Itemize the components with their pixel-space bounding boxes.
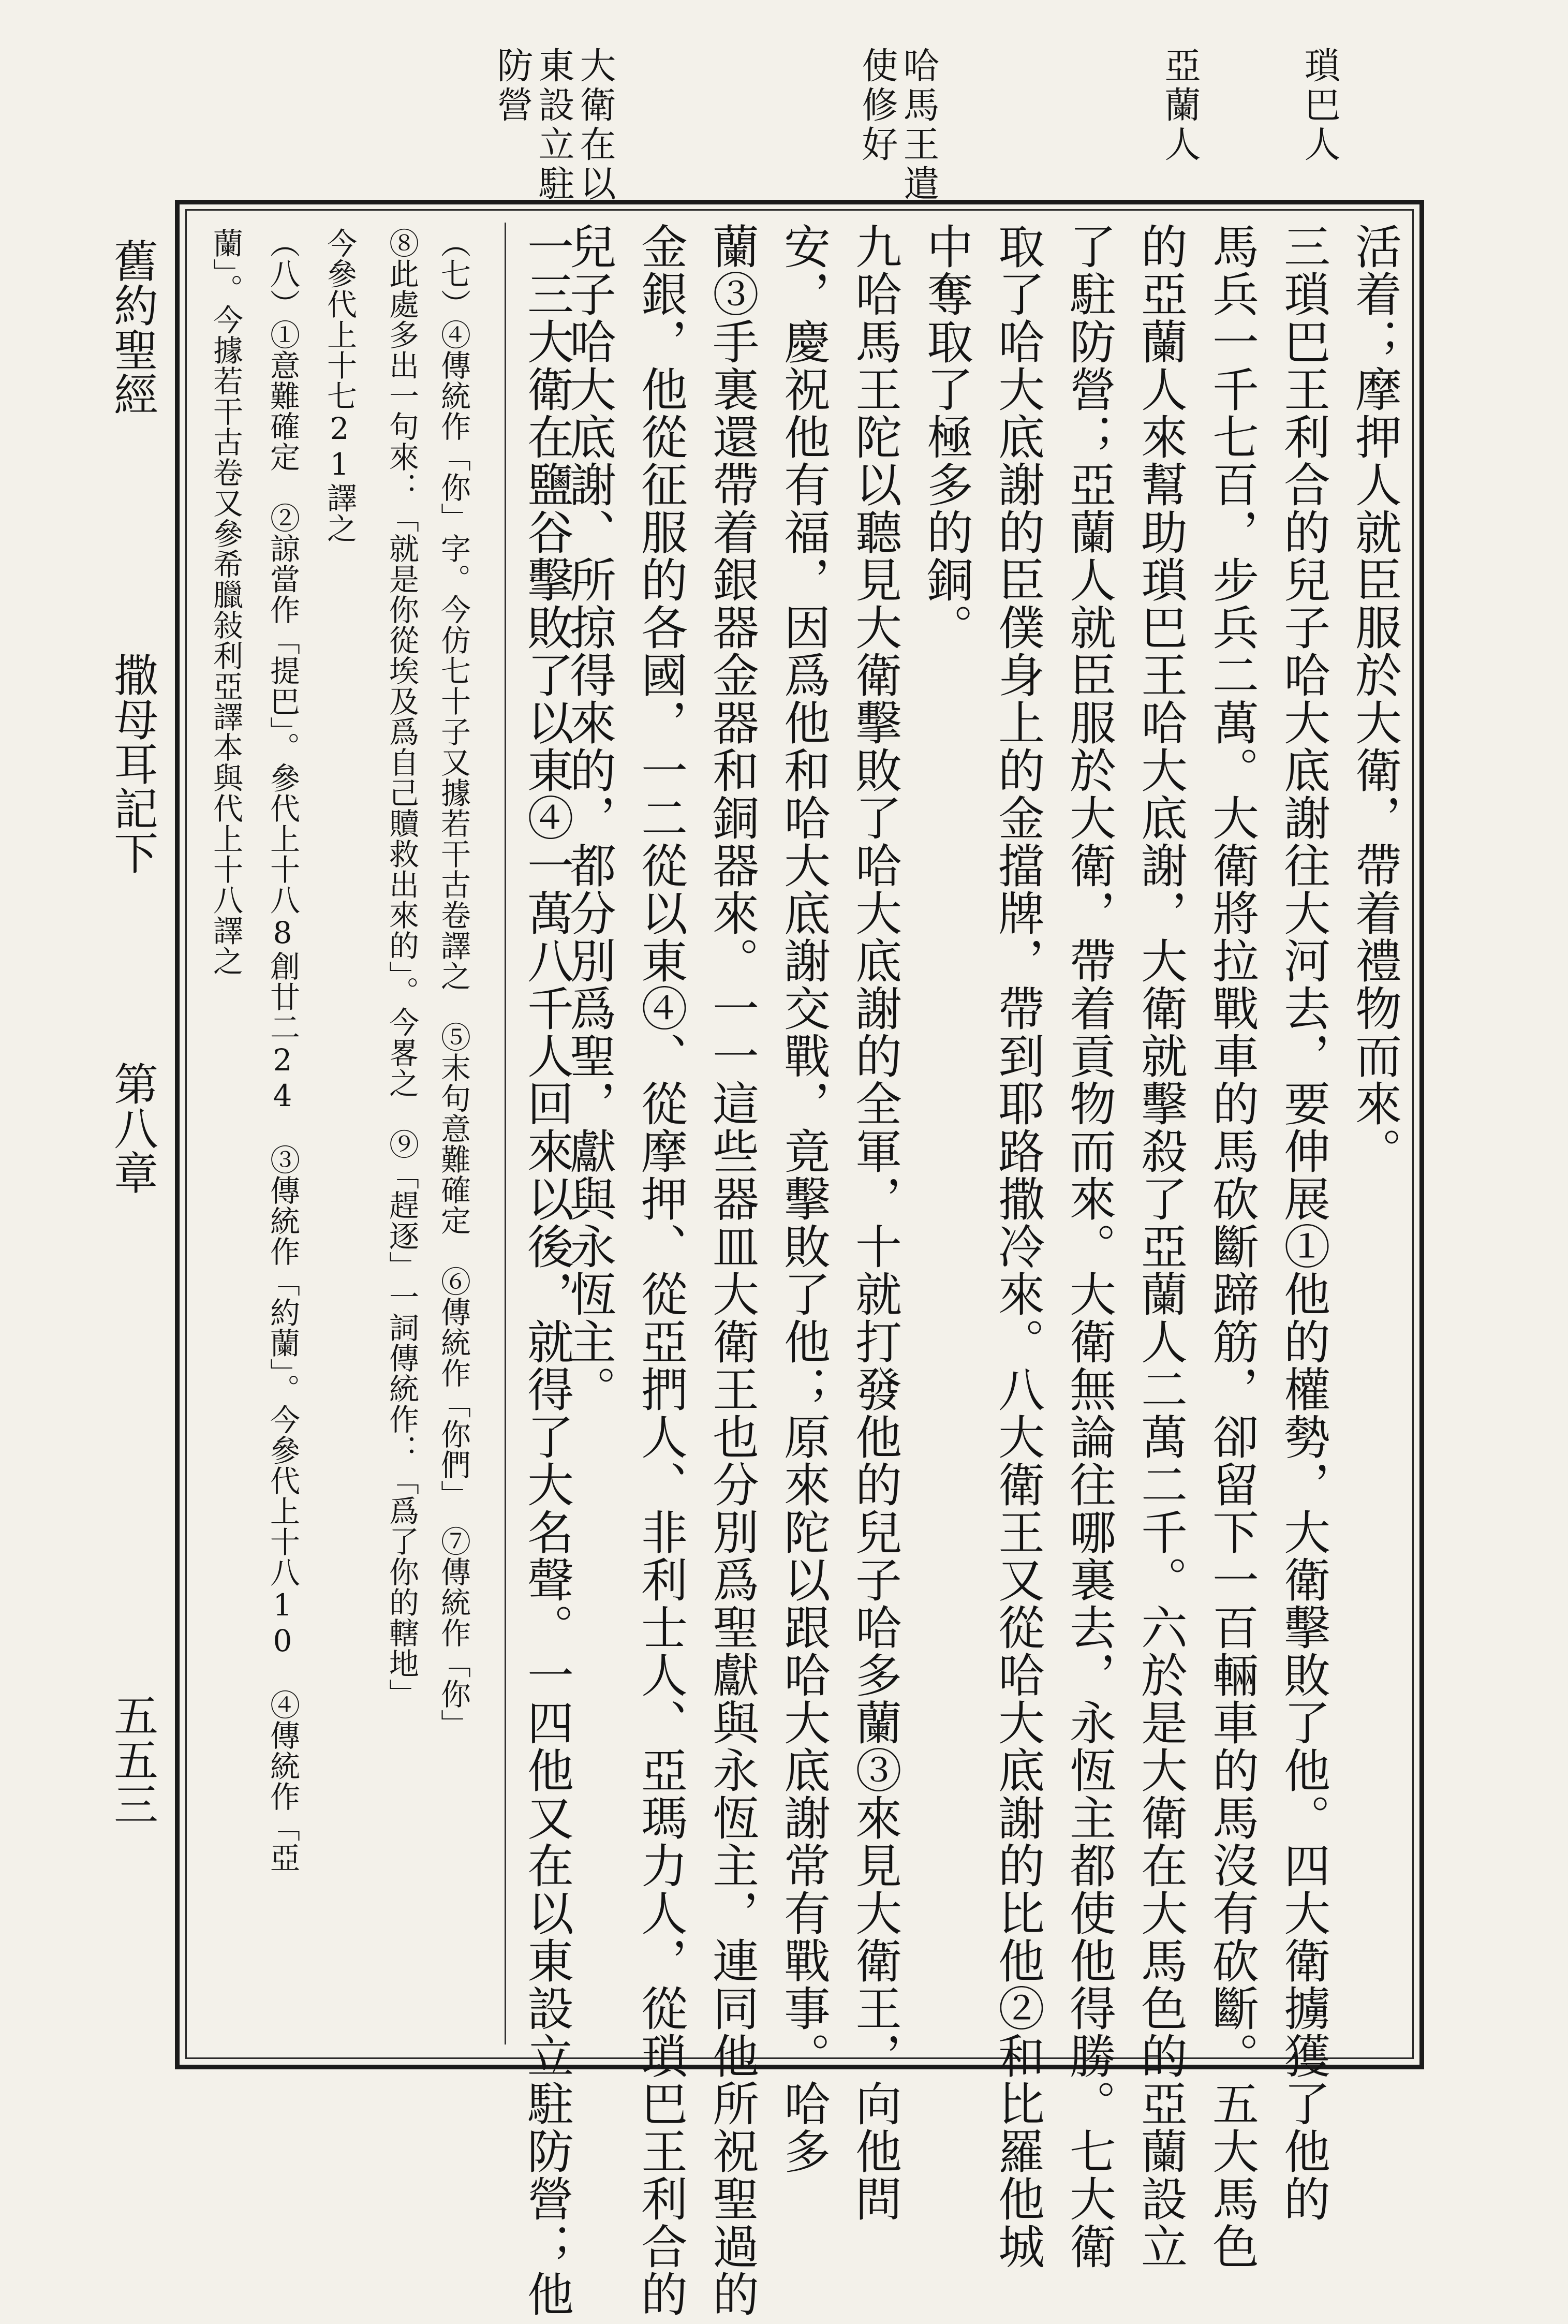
note-column-2: ⑧此處多出一句來：「就是你從埃及爲自己贖救出來的」。今畧之 ⑨「趕逐」一詞傳統作：「爲了你的轄地」 xyxy=(384,228,419,1709)
running-head-chapter: 第八章 xyxy=(106,1061,158,1195)
body-column-9: 安，慶祝他有福，因爲他和哈大底謝交戰，竟擊敗了他；原來陀以跟哈大底謝常有戰事。哈多 xyxy=(776,223,830,2175)
margin-heading-hamath-2: 使修好 xyxy=(856,47,898,165)
margin-heading-zoba: 瑣巴人 xyxy=(1298,47,1341,165)
margin-heading-edom-3: 防營 xyxy=(491,47,534,125)
body-column-10: 蘭③手裏還帶着銀器金器和銅器來。一一這些器皿大衛王也分別爲聖獻與永恆主，連同他所祝聖過的 xyxy=(704,223,759,2318)
margin-heading-aram: 亞蘭人 xyxy=(1159,47,1201,165)
running-head-title: 撒母耳記下 xyxy=(106,652,158,875)
note-column-3: 今參代上十七21譯之 xyxy=(322,228,357,543)
body-column-6: 取了哈大底謝的臣僕身上的金擋牌，帶到耶路撒冷來。八大衛王又從哈大底謝的比他②和比羅他城 xyxy=(990,223,1044,2270)
body-column-13: 一三大衛在鹽谷擊敗了以東④一萬八千人回來以後，就得了大名聲。一四他又在以東設立駐防營；他 xyxy=(519,223,573,2318)
running-head-book: 舊約聖經 xyxy=(106,238,158,416)
note-column-4: （八）①意難確定 ②諒當作「提巴」。參代上十八8創廿二24 ③傳統作「約蘭」。今參代上十八10 ④傳統作「亞 xyxy=(265,228,300,1873)
body-column-1: 活着；摩押人就臣服於大衛，帶着禮物而來。 xyxy=(1347,223,1401,1175)
body-column-7: 中奪取了極多的銅。 xyxy=(919,223,973,651)
body-column-3: 馬兵一千七百，步兵二萬。大衛將拉戰車的馬砍斷蹄筋，卻留下一百輛車的馬沒有砍斷。五大馬色 xyxy=(1204,223,1259,2270)
body-column-4: 的亞蘭人來幫助瑣巴王哈大底謝，大衛就擊殺了亞蘭人二萬二千。六於是大衛在大馬色的亞蘭設立 xyxy=(1133,223,1187,2270)
note-column-1: （七）④傳統作「你」字。今仿七十子又據若干古卷譯之 ⑤末句意難確定 ⑥傳統作「你們」 ⑦傳統作「你」 xyxy=(436,228,471,1740)
margin-heading-hamath-1: 哈馬王遣 xyxy=(897,47,940,204)
note-column-5: 蘭」。今據若干古卷又參希臘敍利亞譯本與代上十八譯之 xyxy=(208,228,243,976)
body-column-2: 三瑣巴王利合的兒子哈大底謝往大河去，要伸展①他的權勢，大衛擊敗了他。四大衛擄獲了他的 xyxy=(1276,223,1330,2223)
body-column-11: 金銀，他從征服的各國，一二從以東④、從摩押、從亞捫人、非利士人、亞瑪力人，從瑣巴王利合的 xyxy=(633,223,687,2318)
body-column-12: 兒子哈大底謝、所掠得來的，都分別爲聖，獻與永恆主。 xyxy=(561,223,616,1413)
margin-heading-edom-2: 東設立駐 xyxy=(532,47,575,204)
margin-heading-edom-1: 大衛在以 xyxy=(574,47,616,204)
notes-divider xyxy=(505,223,506,2044)
page-number: 五五三 xyxy=(106,1693,158,1826)
body-column-5: 了駐防營；亞蘭人就臣服於大衛，帶着貢物而來。大衛無論往哪裏去，永恆主都使他得勝。七大衛 xyxy=(1061,223,1116,2270)
body-column-8: 九哈馬王陀以聽見大衛擊敗了哈大底謝的全軍，十就打發他的兒子哈多蘭③來見大衛王，向他問 xyxy=(847,223,901,2223)
